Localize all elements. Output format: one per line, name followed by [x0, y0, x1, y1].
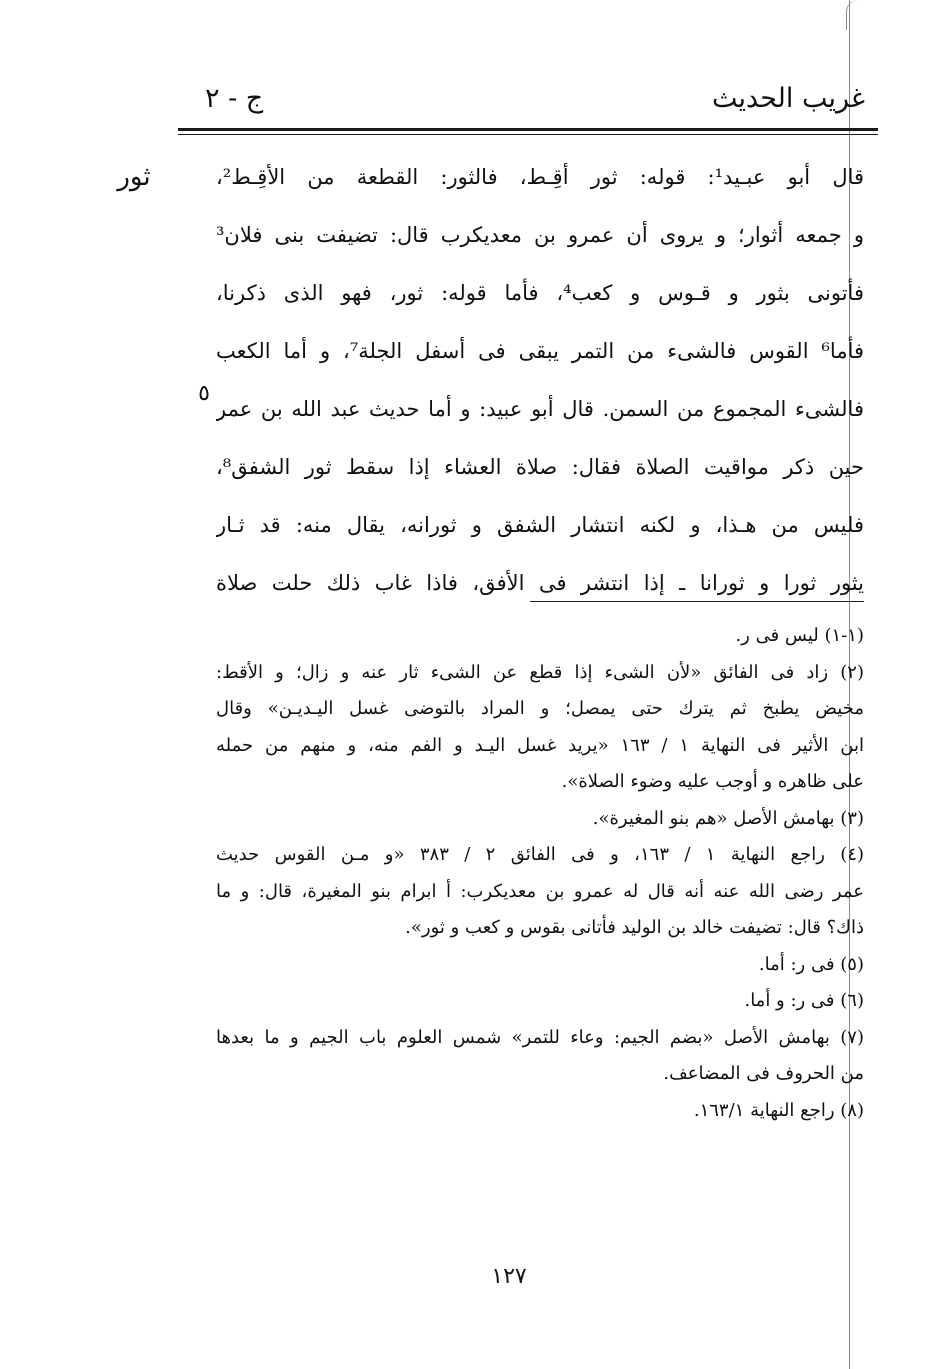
text-line: و جمعه أثوار؛ و يروى أن عمرو بن معديكرب قال: تضيفت بنى فلان³: [216, 223, 864, 247]
text-line: فليس من هـذا، و لكنه انتشار الشفق و ثورانه، يقال منه: قد ثـار: [216, 513, 864, 537]
footnote-line: (٧) بهامش الأصل «بضم الجيم: وعاء للتمر» شمس العلوم باب الجيم و ما بعدها: [216, 1026, 864, 1048]
volume-label: ج - ٢: [205, 83, 264, 114]
text-line: قال أبو عبـيد¹: قوله: ثور أقِـط، فالثور: القطعة من الأقِـط²،: [216, 165, 864, 189]
footnote-line: (٣) بهامش الأصل «هم بنو المغيرة».: [592, 807, 864, 829]
footnote-line: (٢) زاد فى الفائق «لأن الشىء إذا قطع عن الشىء ثار عنه و زال؛ و الأقط:: [216, 661, 864, 683]
header-rule-thick: [178, 128, 878, 131]
footnote-line: على ظاهره و أوجب عليه وضوء الصلاة».: [561, 771, 864, 792]
page-number: ١٢٧: [491, 1264, 527, 1289]
footnote-line: (١-١) ليس فى ر.: [735, 625, 864, 646]
footnote-line: (٦) فى ر: و أما.: [744, 990, 864, 1011]
text-line: حين ذكر مواقيت الصلاة فقال: صلاة العشاء إذا سقط ثور الشفق⁸،: [216, 455, 864, 479]
footnote-line: مخيض يطبخ ثم يترك حتى يمصل؛ و المراد بالتوضى غسل اليـديـن» وقال: [216, 698, 864, 719]
footnote-line: ابن الأثير فى النهاية ١ / ١٦٣ «يريد غسل اليـد و الفم منه، و منهم من حمله: [216, 734, 864, 756]
text-line: فالشىء المجموع من السمن. قال أبو عبيد: و أما حديث عبد الله بن عمر: [216, 397, 864, 421]
margin-headword: ثور: [117, 162, 151, 192]
book-title: غريب الحديث: [712, 83, 865, 114]
footnote-line: عمر رضى الله عنه أنه قال له عمرو بن معديكرب: أ ابرام بنو المغيرة، قال: و ما: [216, 880, 864, 902]
main-text: [216, 148, 864, 612]
footnote-separator: [530, 601, 864, 602]
running-header: [205, 76, 865, 126]
footnote-line: (٥) فى ر: أما.: [758, 953, 864, 975]
gutter-curl: [846, 0, 861, 30]
header-rule-thin: [178, 134, 878, 135]
footnotes: [216, 618, 864, 1129]
text-line: فأما⁶ القوس فالشىء من التمر يبقى فى أسفل الجلة⁷، و أما الكعب: [216, 339, 864, 363]
footnote-line: (٤) راجع النهاية ١ / ١٦٣، و فى الفائق ٢ / ٣٨٣ «و مـن القوس حديث: [216, 844, 864, 865]
margin-line-number: ٥: [198, 381, 210, 406]
footnote-line: من الحروف فى المضاعف.: [663, 1063, 864, 1084]
text-line: يثور ثورا و ثورانا ـ إذا انتشر فى الأفق، فاذا غاب ذلك حلت صلاة: [216, 571, 864, 595]
text-line: فأتونى بثور و قـوس و كعب⁴، فأما قوله: ثور، فهو الذى ذكرنا،: [216, 281, 864, 305]
footnote-line: ذاك؟ قال: تضيفت خالد بن الوليد فأتانى بقوس و كعب و ثور».: [405, 917, 864, 938]
footnote-line: (٨) راجع النهاية ١٦٣/١.: [693, 1099, 864, 1121]
